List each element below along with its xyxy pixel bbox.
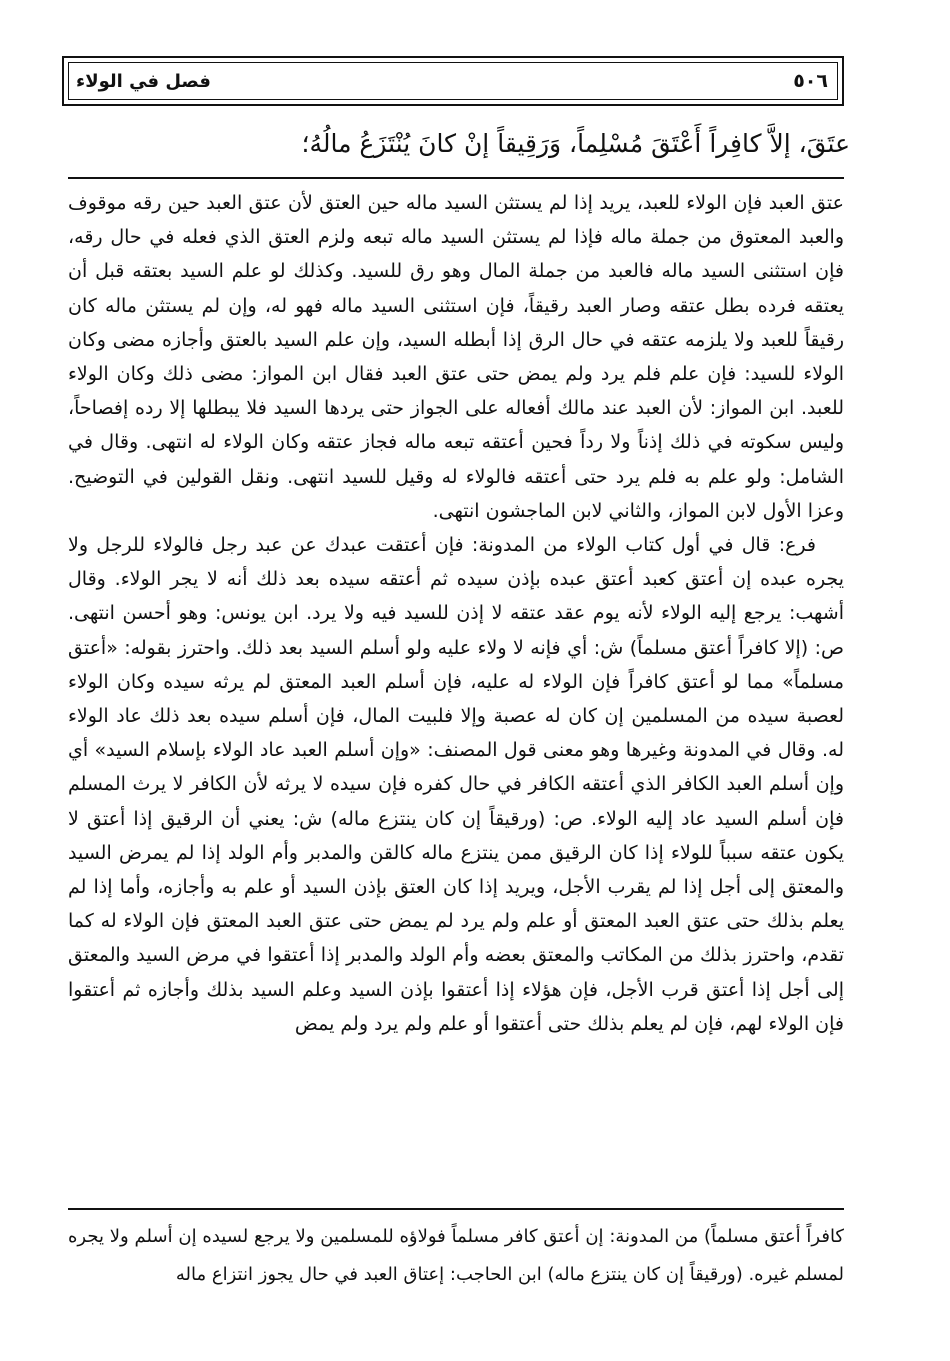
- commentary-paragraph-2: فرع: قال في أول كتاب الولاء من المدونة: فإن أعتقت عبدك عن عبد رجل فالولاء للرجل ولا يجره عبده إن أعتق كعبد أعتق عبده بإذن سيده ثم أعتقه سيده بعد ذلك أنه لا يجر الولاء. وقال أشهب: يرجع إليه الولاء لأنه يوم عقد عتقه لا إذن للسيد فيه ولا يرد. ابن يونس: وهو أحسن انتهى. ص: (إلا كافراً أعتق مسلماً) ش: أي فإنه لا ولاء عليه ولو أسلم السيد بعد ذلك. واحترز بقوله: «أعتق مسلماً» مما لو أعتق كافراً فإن الولاء له عليه، فإن أسلم العبد المعتق لم يرثه سيده وكان الولاء لعصبة سيده من المسلمين إن كان له عصبة وإلا فلبيت المال، فإن أسلم سيده بعد ذلك عاد الولاء له. وقال في المدونة وغيرها وهو معنى قول المصنف: «وإن أسلم العبد عاد الولاء بإسلام السيد» أي وإن أسلم العبد الكافر الذي أعتقه الكافر في حال كفره فإن سيده لا يرثه لأن الكافر لا يرث المسلم فإن أسلم السيد عاد إليه الولاء. ص: (ورقيقاً إن كان ينتزع ماله) ش: يعني أن الرقيق إذا أعتق لا يكون عتقه سبباً للولاء إذا كان الرقيق ممن ينتزع ماله كالقن والمدبر وأم الولد إذا لم يمرض السيد والمعتق إلى أجل إذا لم يقرب الأجل، ويريد إذا كان العتق بإذن السيد أو علم به وأجازه، وأما إذا لم يعلم بذلك حتى عتق العبد المعتق أو علم ولم يرد لم يمض حتى عتق العبد المعتق فإن الولاء له كما تقدم، واحترز بذلك من المكاتب والمعتق بعضه وأم الولد والمدبر إذا أعتقوا في مرض السيد والمعتق إلى أجل إذا أعتق قرب الأجل، فإن هؤلاء إذا أعتقوا بإذن السيد وعلم السيد بذلك وأجازه ثم أعتقوا فإن الولاء لهم، فإن لم يعلم بذلك حتى أعتقوا أو علم ولم يرد ولم يمض: [68, 534, 844, 1035]
- footnote: [68, 1218, 844, 1294]
- matn-text: عتَقَ، إلاَّ كافِراً أَعْتَقَ مُسْلِماً، وَرَقِيقاً إنْ كانَ يُنْتَزَعُ مالُهُ؛: [301, 129, 850, 158]
- footnote-divider: [68, 1208, 844, 1210]
- matn-divider: [68, 177, 844, 179]
- commentary-paragraph-1: عتق العبد فإن الولاء للعبد، يريد إذا لم يستثن السيد ماله حين العتق لأن عتق العبد حين رقه موقوف والعبد المعتوق من جملة ماله فإذا لم يستثن السيد ماله تبعه ولزم العتق الذي فعله في حال رقه، فإن استثنى السيد ماله فالعبد من جملة المال وهو رق للسيد. وكذلك لو علم السيد بعتقه قبل أن يعتقه فرده بطل عتقه وصار العبد رقيقاً، فإن استثنى السيد ماله فهو له، وإن لم يستثن ماله كان رقيقاً للعبد ولا يلزمه عتقه في حال الرق إذا أبطله السيد، وإن علم السيد بالعتق وأجازه مضى وكان الولاء للسيد: فإن علم فلم يرد ولم يمض حتى عتق العبد فقال ابن المواز: مضى ذلك وكان الولاء للعبد. ابن المواز: لأن العبد عند مالك أفعاله على الجواز حتى يردها السيد فلا يبطلها إلا رده إفصاحاً، وليس سكوته في ذلك إذناً ولا رداً فحين أعتقه تبعه ماله فجاز عتقه وكان الولاء له انتهى. وقال في الشامل: ولو علم به فلم يرد حتى أعتقه فالولاء له وقيل للسيد انتهى. ونقل القولين في التوضيح. وعزا الأول لابن المواز، والثاني لابن الماجشون انتهى.: [68, 192, 844, 522]
- chapter-title: فصل في الولاء: [76, 70, 211, 92]
- page-number: ٥٠٦: [793, 70, 828, 92]
- running-header: [62, 56, 844, 106]
- commentary-body: [68, 186, 844, 1041]
- footnote-text: كافراً أعتق مسلماً) من المدونة: إن أعتق كافر مسلماً فولاؤه للمسلمين ولا يرجع لسيده إن أسلم ولا يجره لمسلم غيره. (ورقيقاً إن كان ينتزع ماله) ابن الحاجب: إعتاق العبد في حال يجوز انتزاع ماله: [68, 1226, 844, 1285]
